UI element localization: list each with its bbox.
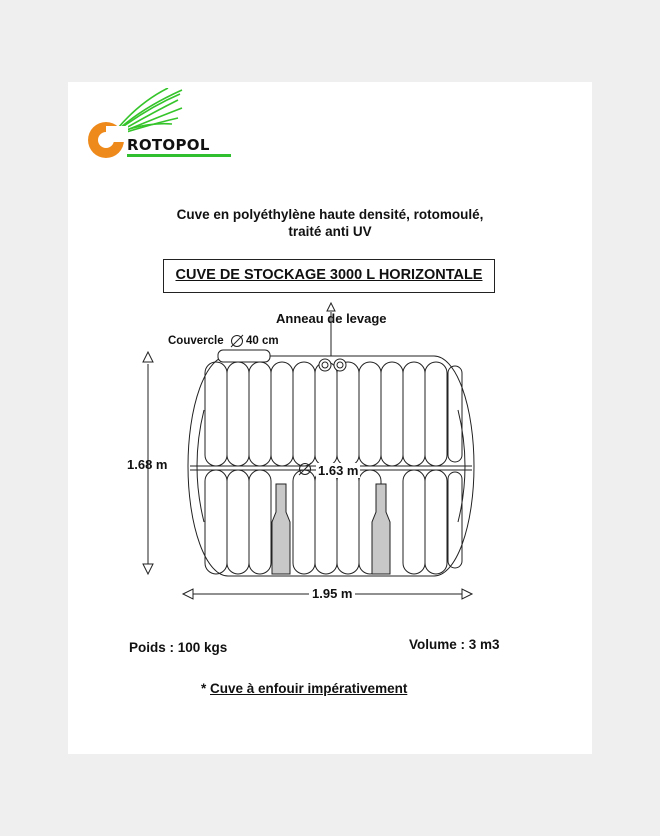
foot-left [272, 484, 290, 574]
page-title: CUVE DE STOCKAGE 3000 L HORIZONTALE [175, 267, 483, 283]
width-dimension: 1.95 m [309, 586, 355, 601]
height-dimension: 1.68 m [127, 457, 168, 472]
diameter-dimension: 1.63 m [318, 463, 359, 478]
subtitle-line-1: Cuve en polyéthylène haute densité, rotomoulé, [176, 207, 484, 222]
lifting-ring-label: Anneau de levage [276, 311, 387, 326]
volume-spec: Volume : 3 m3 [409, 637, 500, 652]
lifting-ring-left [319, 359, 331, 371]
subtitle-line-2: traité anti UV [288, 224, 372, 239]
arrow-left-icon [183, 589, 193, 599]
lifting-ring-right [334, 359, 346, 371]
burial-note [201, 681, 407, 696]
lid [218, 350, 270, 362]
arrow-up-icon [143, 352, 153, 362]
foot-right [372, 484, 390, 574]
arrow-down-icon [143, 564, 153, 574]
lid-label: Couvercle [168, 335, 224, 347]
ring-arrow-up-icon [327, 303, 335, 311]
note-prefix: * [201, 681, 211, 696]
weight-spec: Poids : 100 kgs [129, 640, 228, 655]
tank-ribs-top [205, 362, 447, 466]
brand-name: ROTOPOL [127, 136, 210, 154]
lid-diameter-value: 40 cm [246, 335, 279, 347]
tank-ribs-bottom [205, 470, 447, 574]
arrow-right-icon [462, 589, 472, 599]
note-text: Cuve à enfouir impérativement [210, 681, 408, 696]
